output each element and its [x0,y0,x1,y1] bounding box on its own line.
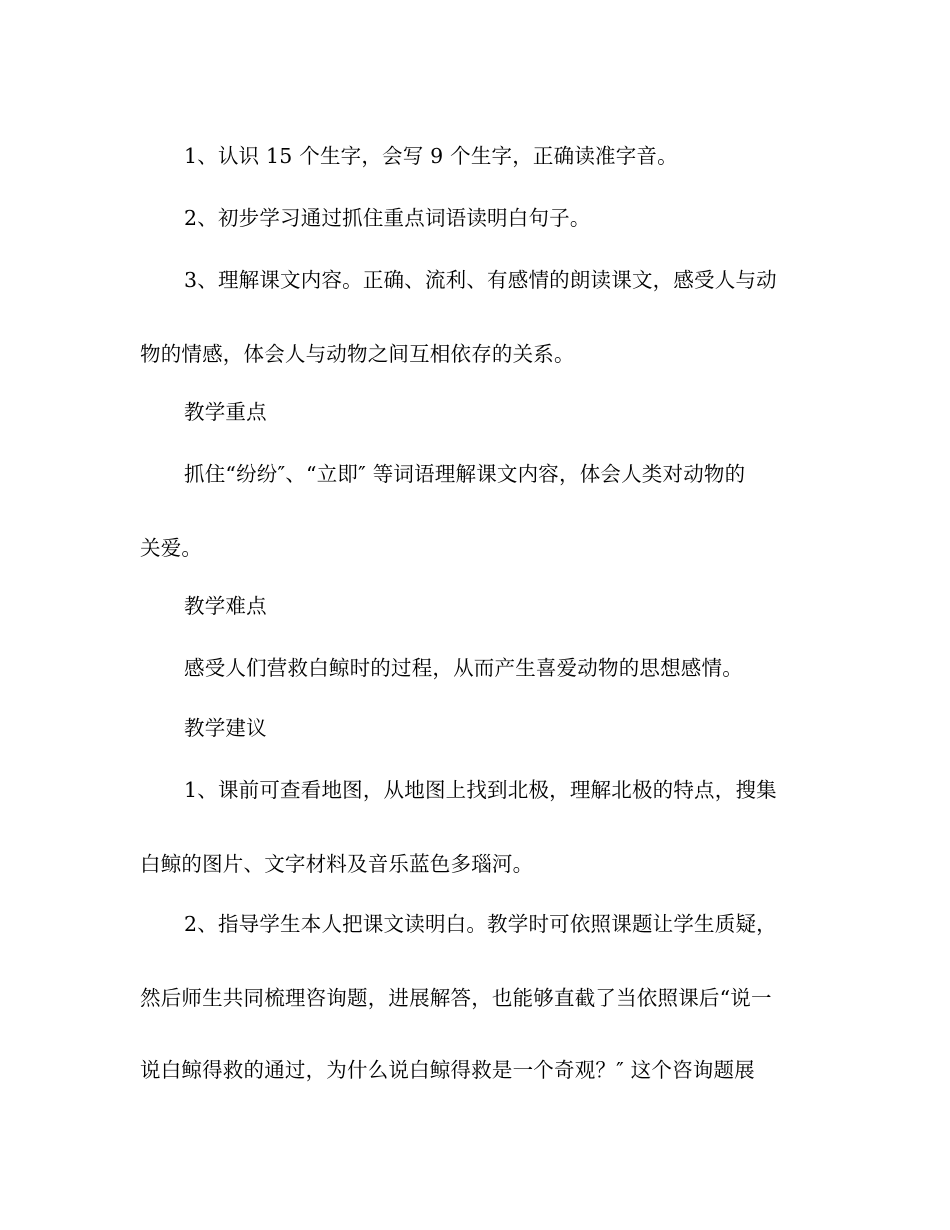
objective-2: 2、初步学习通过抓住重点词语读明白句子。 [184,206,591,230]
suggestion-2-line-2: 然后师生共同梳理咨询题，进展解答，也能够直截了当依照课后“说一 [140,986,772,1010]
objective-3-line-2: 物的情感，体会人与动物之间互相依存的关系。 [140,342,575,366]
suggestion-2-line-1: 2、指导学生本人把课文读明白。教学时可依照课题让学生质疑， [184,912,777,936]
key-points-line-2: 关爱。 [140,536,203,560]
section-heading-suggestions: 教学建议 [184,716,267,740]
objective-1: 1、认识 15 个生字，会写 9 个生字，正确读准字音。 [184,144,678,168]
section-heading-key-points: 教学重点 [184,400,267,424]
suggestion-2-line-3: 说白鲸得救的通过，为什么说白鲸得救是一个奇观？″ 这个咨询题展 [140,1058,755,1082]
key-points-line-1: 抓住“纷纷″、“立即″ 等词语理解课文内容，体会人类对动物的 [184,462,746,486]
suggestion-1-line-1: 1、课前可查看地图，从地图上找到北极，理解北极的特点，搜集 [184,778,777,802]
difficulties-text: 感受人们营救白鲸时的过程，从而产生喜爱动物的思想感情。 [184,656,743,680]
objective-3-line-1: 3、理解课文内容。正确、流利、有感情的朗读课文，感受人与动 [184,268,777,292]
section-heading-difficulties: 教学难点 [184,594,267,618]
suggestion-1-line-2: 白鲸的图片、文字材料及音乐蓝色多瑙河。 [140,852,534,876]
